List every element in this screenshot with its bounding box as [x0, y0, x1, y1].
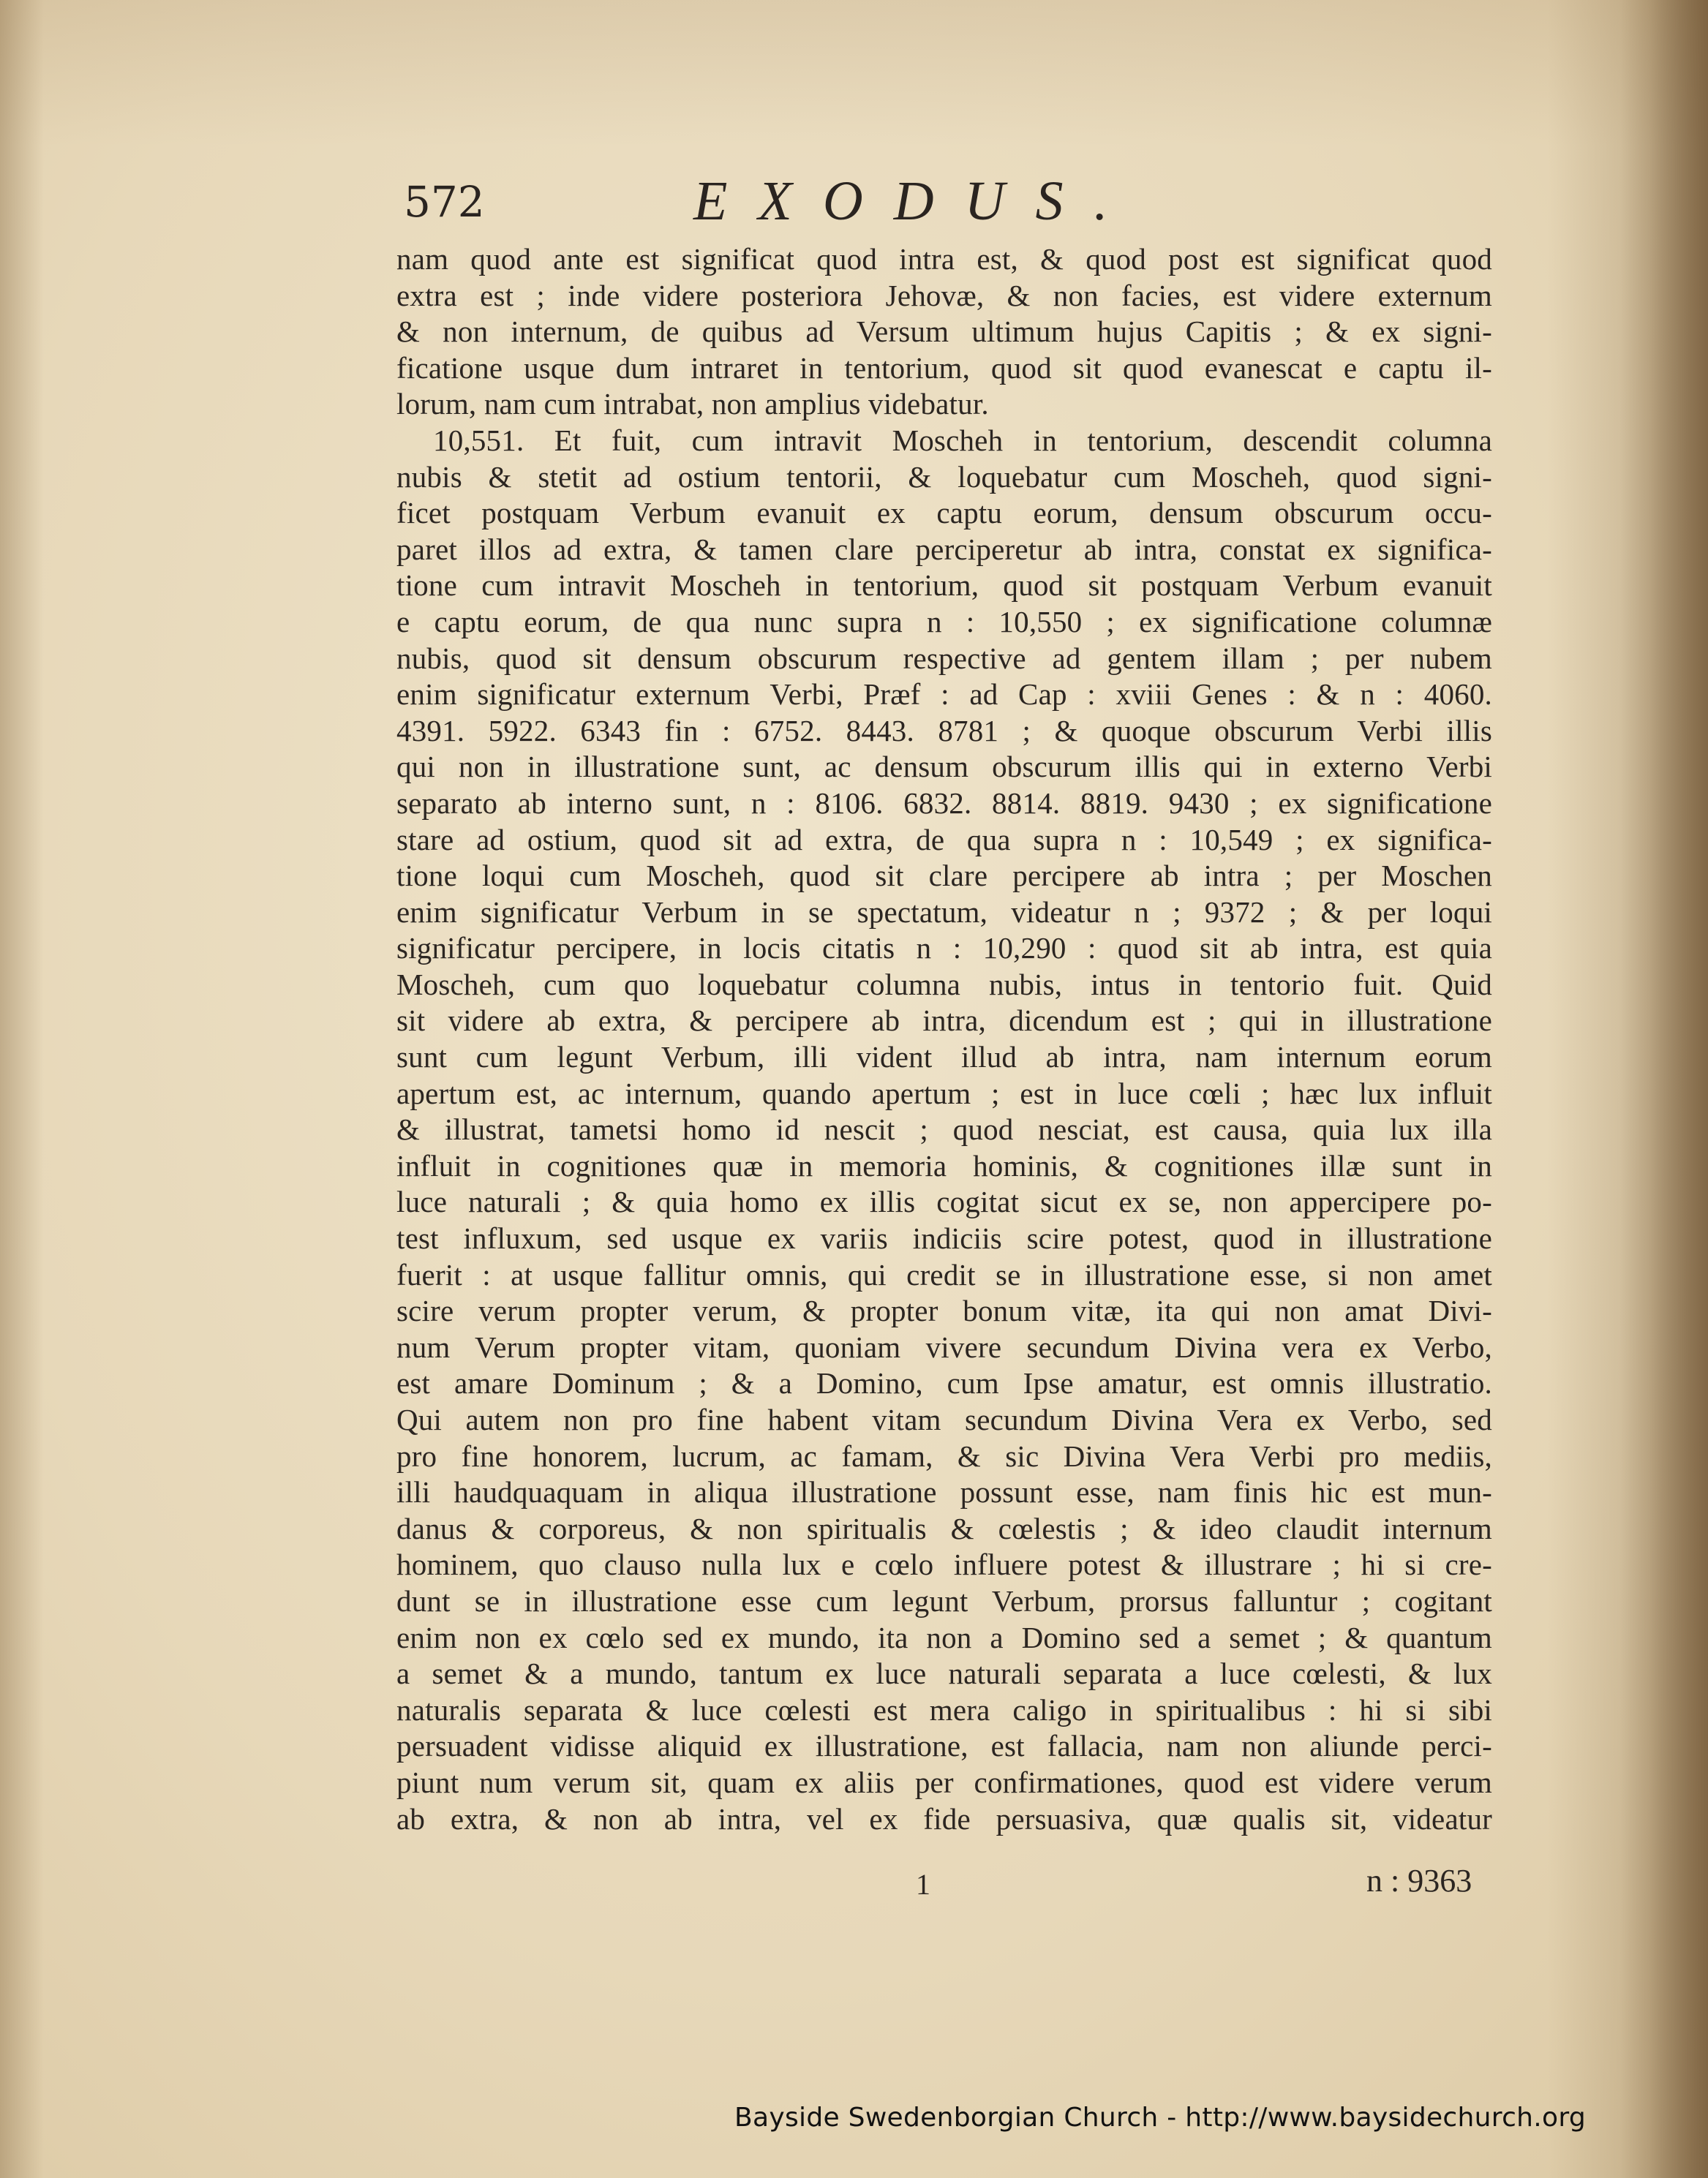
text-line: e captu eorum, de qua nunc supra n : 10,550 ; ex significatione columnæ	[396, 604, 1492, 638]
text-line: nubis, quod sit densum obscurum respective ad gentem illam ; per nubem	[396, 641, 1492, 675]
text-line: illi haudquaquam in aliqua illustratione possunt esse, nam finis hic est mun-	[396, 1475, 1492, 1510]
text-line: persuadent vidisse aliquid ex illustratione, est fallacia, nam non aliunde perci-	[396, 1729, 1492, 1763]
text-line: danus & corporeus, & non spiritualis & cœlestis ; & ideo claudit internum	[396, 1511, 1492, 1545]
text-line: ab extra, & non ab intra, vel ex fide persuasiva, quæ qualis sit, videatur	[396, 1801, 1492, 1836]
text-line: influit in cognitiones quæ in memoria hominis, & cognitiones illæ sunt in	[396, 1148, 1492, 1183]
text-line: & illustrat, tametsi homo id nescit ; quod nesciat, est causa, quia lux illa	[396, 1112, 1492, 1147]
text-line: hominem, quo clauso nulla lux e cœlo influere potest & illustrare ; hi si cre-	[396, 1548, 1492, 1582]
text-line: test influxum, sed usque ex variis indiciis scire potest, quod in illustratione	[396, 1221, 1492, 1256]
text-line: enim non ex cœlo sed ex mundo, ita non a Domino sed a semet ; & quantum	[396, 1620, 1492, 1654]
text-line: sunt cum legunt Verbum, illi vident illud ab intra, nam internum eorum	[396, 1040, 1492, 1074]
text-line: nam quod ante est significat quod intra est, & quod post est significat quod	[396, 242, 1492, 276]
text-line: enim significatur Verbum in se spectatum, videatur n ; 9372 ; & per loqui	[396, 894, 1492, 929]
text-line: tione cum intravit Moscheh in tentorium, quod sit postquam Verbum evanuit	[396, 568, 1492, 603]
text-line: Moscheh, cum quo loquebatur columna nubis, intus in tentorio fuit. Quid	[396, 967, 1492, 1001]
text-line: fuerit : at usque fallitur omnis, qui credit se in illustratione esse, si non amet	[396, 1257, 1492, 1292]
text-line: separato ab interno sunt, n : 8106. 6832. 8814. 8819. 9430 ; ex significatione	[396, 785, 1492, 820]
text-line: stare ad ostium, quod sit ad extra, de qua supra n : 10,549 ; ex significa-	[396, 822, 1492, 856]
text-line: naturalis separata & luce cœlesti est mera caligo in spiritualibus : hi si sibi	[396, 1692, 1492, 1727]
paragraph-start-line: 10,551. Et fuit, cum intravit Moscheh in tentorium, descendit columna	[433, 423, 1492, 457]
text-line: ficet postquam Verbum evanuit ex captu eorum, densum obscurum occu-	[396, 496, 1492, 530]
text-line: ficatione usque dum intraret in tentorium, quod sit quod evanescat e captu il-	[396, 350, 1492, 385]
text-line: pro fine honorem, lucrum, ac famam, & sic Divina Vera Verbi pro mediis,	[396, 1439, 1492, 1473]
text-line: a semet & a mundo, tantum ex luce naturali separata a luce cœlesti, & lux	[396, 1657, 1492, 1691]
catchword: n : 9363	[1366, 1863, 1472, 1899]
text-line: est amare Dominum ; & a Domino, cum Ipse amatur, est omnis illustratio.	[396, 1366, 1492, 1401]
running-title: EXODUS.	[693, 170, 1139, 232]
text-line: num Verum propter vitam, quoniam vivere secundum Divina vera ex Verbo,	[396, 1330, 1492, 1364]
text-line: tione loqui cum Moscheh, quod sit clare percipere ab intra ; per Moschen	[396, 859, 1492, 893]
text-line: piunt num verum sit, quam ex aliis per confirmationes, quod est videre verum	[396, 1765, 1492, 1799]
watermark-credit: Bayside Swedenborgian Church - http://www.baysidechurch.org	[734, 2103, 1586, 2133]
signature-mark: 1	[916, 1868, 930, 1901]
page-number: 572	[404, 177, 485, 227]
text-line: dunt se in illustratione esse cum legunt Verbum, prorsus falluntur ; cogitant	[396, 1583, 1492, 1618]
text-line: lorum, nam cum intrabat, non amplius videbatur.	[396, 387, 989, 421]
text-line: luce naturali ; & quia homo ex illis cogitat sicut ex se, non appercipere po-	[396, 1185, 1492, 1219]
text-line: apertum est, ac internum, quando apertum ; est in luce cœli ; hæc lux influit	[396, 1076, 1492, 1110]
text-line: enim significatur externum Verbi, Præf : ad Cap : xviii Genes : & n : 4060.	[396, 677, 1492, 712]
page-header	[404, 170, 1486, 235]
text-line: paret illos ad extra, & tamen clare perciperetur ab intra, constat ex significa-	[396, 532, 1492, 566]
text-line: significatur percipere, in locis citatis n : 10,290 : quod sit ab intra, est quia	[396, 931, 1492, 965]
text-line: nubis & stetit ad ostium tentorii, & loquebatur cum Moscheh, quod signi-	[396, 459, 1492, 494]
text-line: & non internum, de quibus ad Versum ultimum hujus Capitis ; & ex signi-	[396, 314, 1492, 349]
spine-shadow	[1620, 0, 1708, 2178]
text-line: 4391. 5922. 6343 fin : 6752. 8443. 8781 ; & quoque obscurum Verbi illis	[396, 713, 1492, 747]
text-line: sit videre ab extra, & percipere ab intra, dicendum est ; qui in illustratione	[396, 1003, 1492, 1038]
text-line: qui non in illustratione sunt, ac densum obscurum illis qui in externo Verbi	[396, 750, 1492, 784]
text-line: extra est ; inde videre posteriora Jehovæ, & non facies, est videre externum	[396, 278, 1492, 312]
text-line: scire verum propter verum, & propter bonum vitæ, ita qui non amat Divi-	[396, 1294, 1492, 1328]
text-line: Qui autem non pro fine habent vitam secundum Divina Vera ex Verbo, sed	[396, 1403, 1492, 1436]
body-text	[396, 241, 1492, 1837]
